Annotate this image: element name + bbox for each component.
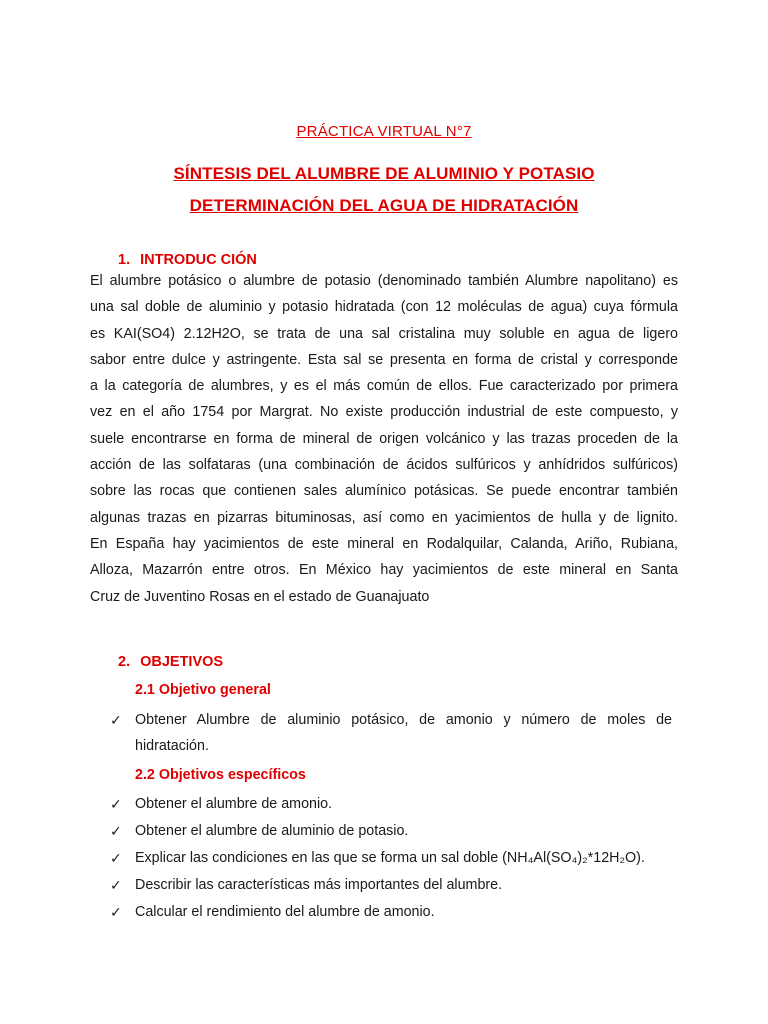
list-item-text: Describir las características más importantes del alumbre. bbox=[135, 877, 503, 893]
section-number: 1. bbox=[118, 252, 131, 268]
specific-objective-item bbox=[110, 791, 672, 817]
paragraph-line: algunas trazas en pizarras bituminosas, así como en yacimientos de hulla y de lignito. bbox=[90, 509, 678, 526]
paragraph-line: En España hay yacimientos de este mineral en Rodalquilar, Calanda, Ariño, Rubiana, bbox=[90, 535, 678, 552]
practice-title: PRÁCTICA VIRTUAL N°7 bbox=[296, 123, 472, 140]
list-item-text: Obtener el alumbre de aluminio de potasio. bbox=[135, 823, 409, 839]
specific-objective-item bbox=[110, 899, 672, 925]
list-item-text: hidratación. bbox=[135, 738, 209, 755]
list-item-text: Explicar las condiciones en las que se forma un sal doble (NH₄Al(SO₄)₂*12H₂O). bbox=[135, 850, 645, 866]
checkmark-icon: ✓ bbox=[110, 904, 122, 920]
introduction-paragraph bbox=[90, 268, 678, 610]
list-item-text: Obtener el alumbre de amonio. bbox=[135, 796, 333, 812]
specific-objective-item bbox=[110, 818, 672, 844]
paragraph-line: suele encontrarse en forma de mineral de origen volcánico y las trazas proceden de la bbox=[90, 430, 678, 447]
checkmark-icon: ✓ bbox=[110, 712, 122, 728]
checkmark-icon: ✓ bbox=[110, 823, 122, 839]
document-title-line-2: DETERMINACIÓN DEL AGUA DE HIDRATACIÓN bbox=[189, 196, 579, 215]
paragraph-line: a la categoría de alumbres, y es el más común de ellos. Fue caracterizado por primera bbox=[90, 378, 678, 395]
section-number: 2. bbox=[118, 654, 131, 670]
general-objective-item bbox=[110, 707, 672, 760]
paragraph-line: Cruz de Juventino Rosas en el estado de Guanajuato bbox=[90, 588, 430, 605]
section-heading-objectives bbox=[118, 654, 223, 670]
checkmark-icon: ✓ bbox=[110, 796, 122, 812]
paragraph-line: sobre las rocas que contienen sales alumínico potásicas. Se puede encontrar también bbox=[90, 483, 678, 500]
subheading-general-objective: 2.1 Objetivo general bbox=[135, 682, 271, 698]
paragraph-line: acción de las solfataras (una combinación de ácidos sulfúricos y anhídridos sulfúricos) bbox=[90, 457, 678, 474]
list-item-text: Obtener Alumbre de aluminio potásico, de amonio y número de moles de bbox=[135, 712, 672, 728]
list-item-text: Calcular el rendimiento del alumbre de amonio. bbox=[135, 904, 435, 920]
paragraph-line: una sal doble de aluminio y potasio hidratada (con 12 moléculas de agua) cuya fórmula bbox=[90, 299, 678, 316]
section-title: INTRODUC CIÓN bbox=[140, 252, 257, 268]
section-heading-introduction bbox=[118, 252, 257, 268]
paragraph-line: El alumbre potásico o alumbre de potasio (denominado también Alumbre napolitano) es bbox=[90, 273, 678, 289]
section-title: OBJETIVOS bbox=[140, 654, 224, 670]
paragraph-line: Alloza, Mazarrón entre otros. En México hay yacimientos de este mineral en Santa bbox=[90, 562, 678, 579]
paragraph-line: es KAI(SO4) 2.12H2O, se trata de una sal cristalina muy soluble en agua de ligero bbox=[90, 325, 678, 342]
checkmark-icon: ✓ bbox=[110, 877, 122, 893]
checkmark-icon: ✓ bbox=[110, 850, 122, 866]
paragraph-line: vez en el año 1754 por Margrat. No existe producción industrial de este compuesto, y bbox=[90, 404, 678, 421]
document-title-line-1: SÍNTESIS DEL ALUMBRE DE ALUMINIO Y POTASIO bbox=[173, 164, 595, 183]
paragraph-line: sabor entre dulce y astringente. Esta sal se presenta en forma de cristal y corresponde bbox=[90, 351, 678, 368]
subheading-specific-objectives: 2.2 Objetivos específicos bbox=[135, 767, 306, 783]
specific-objective-item bbox=[110, 845, 672, 871]
specific-objective-item bbox=[110, 872, 672, 898]
